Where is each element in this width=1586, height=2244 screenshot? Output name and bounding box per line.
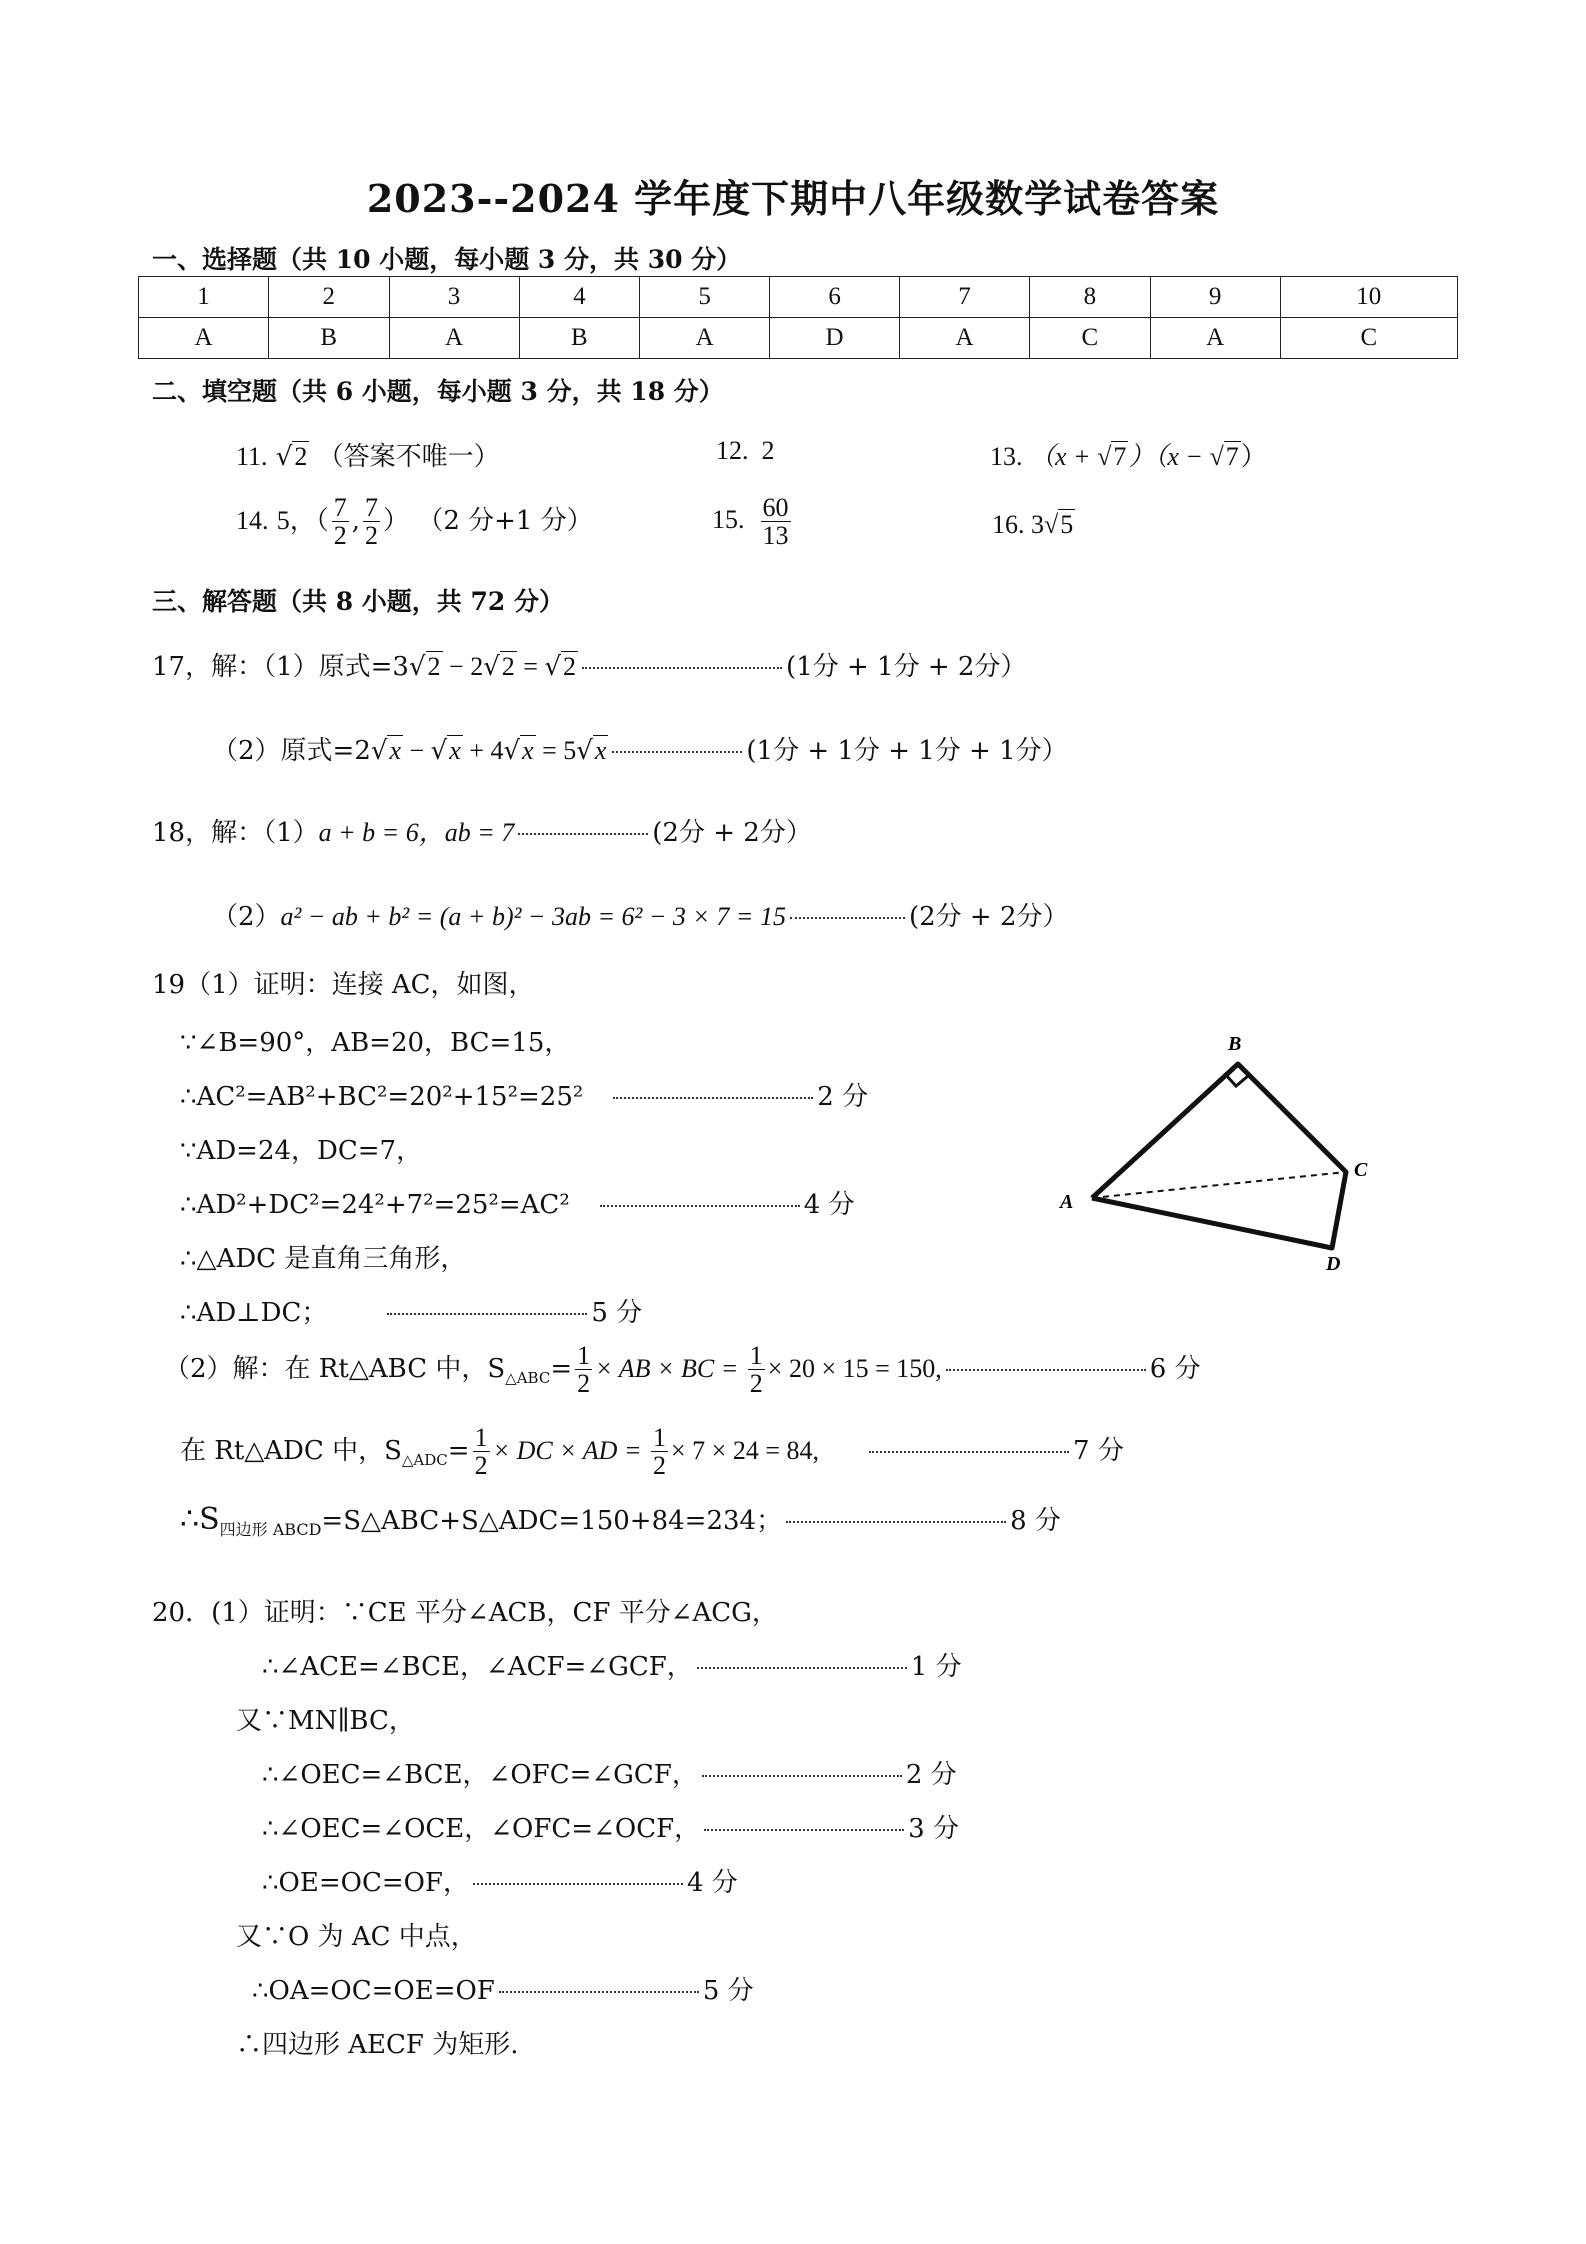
leader-dots — [499, 1991, 699, 1993]
q17-label: （2）原式=2 — [212, 736, 371, 766]
denominator: 2 — [577, 1369, 591, 1399]
table-cell: C — [1280, 318, 1457, 359]
fraction — [363, 494, 380, 550]
table-cell: 6 — [770, 277, 900, 318]
vertex-label-a: A — [1060, 1191, 1074, 1213]
vertex-label-c: C — [1354, 1159, 1368, 1181]
vertex-label-d: D — [1326, 1253, 1341, 1275]
radicand: 7 — [1113, 442, 1127, 471]
q19-line7 — [180, 1292, 642, 1329]
q13-number: 13. — [990, 442, 1023, 471]
q14-sep: , — [351, 505, 361, 536]
numerator: 60 — [762, 493, 789, 522]
numerator: 1 — [749, 1341, 763, 1370]
q19-score: 6 分 — [1149, 1353, 1201, 1384]
q17-term: − 2 — [442, 652, 484, 681]
q18-expr: a + b = 6，ab = 7 — [318, 818, 515, 847]
sqrt-symbol: √2 — [544, 652, 577, 682]
q16-number: 16. — [992, 510, 1025, 539]
sqrt-symbol: √7 — [1209, 442, 1239, 471]
sqrt-symbol: √2 — [275, 442, 308, 472]
q18-label: （2） — [212, 902, 281, 932]
q19-expr: × 20 × 15 = 150, — [767, 1353, 942, 1383]
q19-text: （2）解：在 Rt△ABC 中，S — [164, 1353, 506, 1384]
q17-score: (1分 + 1分 + 2分） — [786, 652, 1027, 682]
denominator: 2 — [333, 521, 347, 551]
table-row-answers — [139, 318, 1458, 359]
q19-line8 — [164, 1342, 1201, 1398]
table-cell: A — [640, 318, 770, 359]
fill-q15 — [712, 494, 794, 550]
q18-score: (2分 + 2分） — [908, 902, 1069, 932]
fill-q13 — [990, 436, 1267, 473]
q13-part-b: ）（x − — [1128, 442, 1210, 471]
fraction — [748, 1342, 765, 1398]
vertex-label-b: B — [1228, 1033, 1242, 1055]
leader-dots — [518, 833, 648, 835]
numerator: 7 — [365, 493, 379, 522]
sqrt-symbol: √x — [503, 736, 534, 766]
numerator: 1 — [474, 1423, 488, 1452]
q19-text: ∴AD⊥DC； — [180, 1298, 328, 1328]
table-cell: 1 — [139, 277, 269, 318]
q12-number: 12. — [716, 436, 749, 465]
q19-line2: ∵∠B=90°，AB=20，BC=15， — [180, 1028, 571, 1058]
denominator: 2 — [365, 521, 379, 551]
q17-term: = 5 — [535, 736, 577, 765]
denominator: 2 — [474, 1451, 488, 1481]
radicand: x — [389, 736, 401, 765]
radicand: x — [522, 736, 534, 765]
leader-dots — [387, 1313, 587, 1315]
q17-term: + 4 — [462, 736, 504, 765]
q19-score: 5 分 — [591, 1298, 643, 1328]
leader-dots — [704, 1829, 904, 1831]
numerator: 7 — [333, 493, 347, 522]
q13-part-c: ） — [1240, 442, 1267, 471]
q20-line2 — [262, 1646, 962, 1683]
fill-q12 — [716, 436, 775, 466]
q19-score: 8 分 — [1010, 1506, 1061, 1536]
q19-subscript: 四边形 ABCD — [219, 1520, 322, 1540]
denominator: 13 — [762, 521, 789, 551]
q19-line5 — [180, 1184, 855, 1221]
denominator: 2 — [653, 1451, 667, 1481]
q19-subscript: △ABC — [505, 1368, 551, 1387]
q19-expr: × DC × AD = — [492, 1435, 649, 1465]
denominator: 2 — [749, 1369, 763, 1399]
q19-line9 — [180, 1424, 1124, 1480]
q11-number: 11. — [236, 442, 268, 471]
q20-line4 — [262, 1754, 957, 1791]
q19-text: 在 Rt△ADC 中，S — [180, 1435, 402, 1466]
q17-eq: = — [516, 652, 545, 681]
radicand: 2 — [501, 652, 515, 681]
section-choice-heading: 一、选择题（共 10 小题，每小题 3 分，共 30 分） — [152, 245, 742, 274]
radicand: 2 — [427, 652, 441, 681]
fill-q14 — [236, 494, 593, 550]
leader-dots — [697, 1667, 907, 1669]
q20-score: 1 分 — [910, 1652, 962, 1682]
q19-expr: × 7 × 24 = 84, — [671, 1435, 820, 1465]
q20-text: ∴∠OEC=∠BCE，∠OFC=∠GCF， — [262, 1760, 698, 1790]
radicand: x — [449, 736, 461, 765]
fraction — [575, 1342, 592, 1398]
q19-line1: 19（1）证明：连接 AC，如图， — [152, 970, 535, 1000]
q17-part2 — [212, 730, 1068, 767]
sqrt-symbol: √5 — [1044, 510, 1074, 539]
q19-score: 2 分 — [817, 1082, 869, 1112]
q20-score: 3 分 — [908, 1814, 959, 1844]
table-cell: A — [900, 318, 1030, 359]
sqrt-symbol: √7 — [1097, 442, 1127, 471]
leader-dots — [946, 1369, 1146, 1371]
table-cell: C — [1030, 318, 1151, 359]
leader-dots — [702, 1775, 902, 1777]
fraction — [332, 494, 349, 550]
q19-text: = — [550, 1353, 573, 1384]
q20-score: 4 分 — [686, 1868, 738, 1898]
q20-line8 — [252, 1970, 754, 2007]
q19-score: 4 分 — [803, 1190, 855, 1220]
q20-score: 5 分 — [702, 1976, 754, 2006]
table-cell: 8 — [1030, 277, 1151, 318]
q20-text: ∴∠ACE=∠BCE，∠ACF=∠GCF， — [262, 1652, 693, 1682]
numerator: 1 — [653, 1423, 667, 1452]
sqrt-symbol: √2 — [483, 652, 515, 682]
q17-term: − — [403, 736, 431, 765]
leader-dots — [786, 1521, 1006, 1523]
sqrt-symbol: √x — [430, 736, 461, 766]
page-title: 2023--2024 学年度下期中八年级数学试卷答案 — [366, 176, 1220, 221]
radicand: 5 — [1060, 510, 1074, 539]
q20-line3: 又∵MN∥BC， — [236, 1706, 415, 1736]
q19-line6: ∴△ADC 是直角三角形， — [180, 1244, 467, 1274]
q14-end: ） — [383, 505, 410, 536]
q20-score: 2 分 — [905, 1760, 957, 1790]
table-cell: D — [770, 318, 900, 359]
table-cell: 4 — [519, 277, 640, 318]
q19-text: ∴S — [180, 1502, 220, 1537]
q18-part2 — [212, 896, 1069, 933]
q14-note: （2 分+1 分） — [417, 505, 593, 536]
q19-line4: ∵AD=24，DC=7， — [180, 1136, 423, 1166]
leader-dots — [790, 917, 905, 919]
table-cell: 7 — [900, 277, 1030, 318]
q19-text: = — [447, 1435, 470, 1466]
q14-answer: 5，（ — [276, 505, 329, 535]
q19-subscript: △ADC — [401, 1450, 448, 1469]
q14-number: 14. — [236, 505, 269, 535]
section-answer-heading: 三、解答题（共 8 小题，共 72 分） — [152, 587, 565, 616]
table-cell: A — [389, 318, 519, 359]
radicand: 2 — [294, 442, 308, 471]
q12-answer: 2 — [761, 436, 775, 465]
table-cell: B — [519, 318, 640, 359]
q19-text: ∴AD²+DC²=24²+7²=25²=AC² — [180, 1190, 570, 1220]
leader-dots — [869, 1451, 1069, 1453]
q17-label: 17，解：（1）原式=3 — [152, 652, 409, 682]
table-cell: 10 — [1280, 277, 1457, 318]
table-cell: 2 — [268, 277, 389, 318]
q17-score: (1分 + 1分 + 1分 + 1分） — [746, 736, 1068, 766]
numerator: 1 — [577, 1341, 591, 1370]
table-cell: 3 — [389, 277, 519, 318]
q19-expr: × AB × BC = — [595, 1353, 745, 1383]
leader-dots — [600, 1205, 800, 1207]
q20-line5 — [262, 1808, 959, 1845]
q20-line9: ∴四边形 AECF 为矩形. — [236, 2030, 519, 2060]
fill-q11 — [236, 436, 500, 473]
table-cell: A — [1150, 318, 1280, 359]
q18-part1 — [152, 812, 812, 849]
fraction — [651, 1424, 668, 1480]
table-cell: A — [139, 318, 269, 359]
q11-note: （答案不唯一） — [317, 442, 500, 472]
q20-line7: 又∵O 为 AC 中点， — [236, 1922, 477, 1952]
q19-text: ∴AC²=AB²+BC²=20²+15²=25² — [180, 1082, 584, 1112]
radicand: 2 — [563, 652, 577, 681]
radicand: 7 — [1225, 442, 1239, 471]
table-cell: 5 — [640, 277, 770, 318]
sqrt-symbol: √x — [576, 736, 607, 766]
quadrilateral-figure — [1040, 1020, 1380, 1280]
q18-expr: a² − ab + b² = (a + b)² − 3ab = 6² − 3 × 7 = 15 — [280, 902, 786, 931]
radicand: x — [594, 736, 607, 765]
leader-dots — [473, 1883, 683, 1885]
q20-text: ∴OA=OC=OE=OF — [252, 1976, 495, 2006]
leader-dots — [582, 667, 782, 669]
q20-text: ∴∠OEC=∠OCE，∠OFC=∠OCF， — [262, 1814, 701, 1844]
table-cell: 9 — [1150, 277, 1280, 318]
quadrilateral-outline — [1092, 1064, 1346, 1248]
q13-part-a: （x + — [1029, 442, 1098, 471]
sqrt-symbol: √2 — [408, 652, 441, 682]
choice-answer-table — [138, 276, 1458, 359]
right-angle-mark — [1226, 1075, 1248, 1086]
q20-line6 — [262, 1862, 738, 1899]
fill-q16 — [992, 510, 1075, 540]
q20-text: ∴OE=OC=OF， — [262, 1868, 469, 1898]
q18-label: 18，解：（1） — [152, 818, 319, 848]
q18-score: (2分 + 2分） — [652, 818, 812, 848]
q15-number: 15. — [712, 504, 745, 534]
q20-line1: 20．(1）证明：∵CE 平分∠ACB，CF 平分∠ACG， — [152, 1598, 778, 1628]
diagonal-ac — [1092, 1172, 1346, 1198]
q19-line3 — [180, 1076, 868, 1113]
fraction — [473, 1424, 490, 1480]
sqrt-symbol: √x — [370, 736, 401, 766]
leader-dots — [612, 751, 742, 753]
table-cell: B — [268, 318, 389, 359]
q19-line10 — [180, 1500, 1061, 1540]
q19-score: 7 分 — [1073, 1435, 1124, 1466]
q16-coef: 3 — [1031, 510, 1044, 539]
q19-expr: =S△ABC+S△ADC=150+84=234； — [321, 1506, 783, 1536]
fraction — [761, 494, 791, 550]
q17-part1 — [152, 646, 1026, 683]
leader-dots — [613, 1097, 813, 1099]
table-row-numbers — [139, 277, 1458, 318]
section-fill-heading: 二、填空题（共 6 小题，每小题 3 分，共 18 分） — [152, 377, 724, 406]
